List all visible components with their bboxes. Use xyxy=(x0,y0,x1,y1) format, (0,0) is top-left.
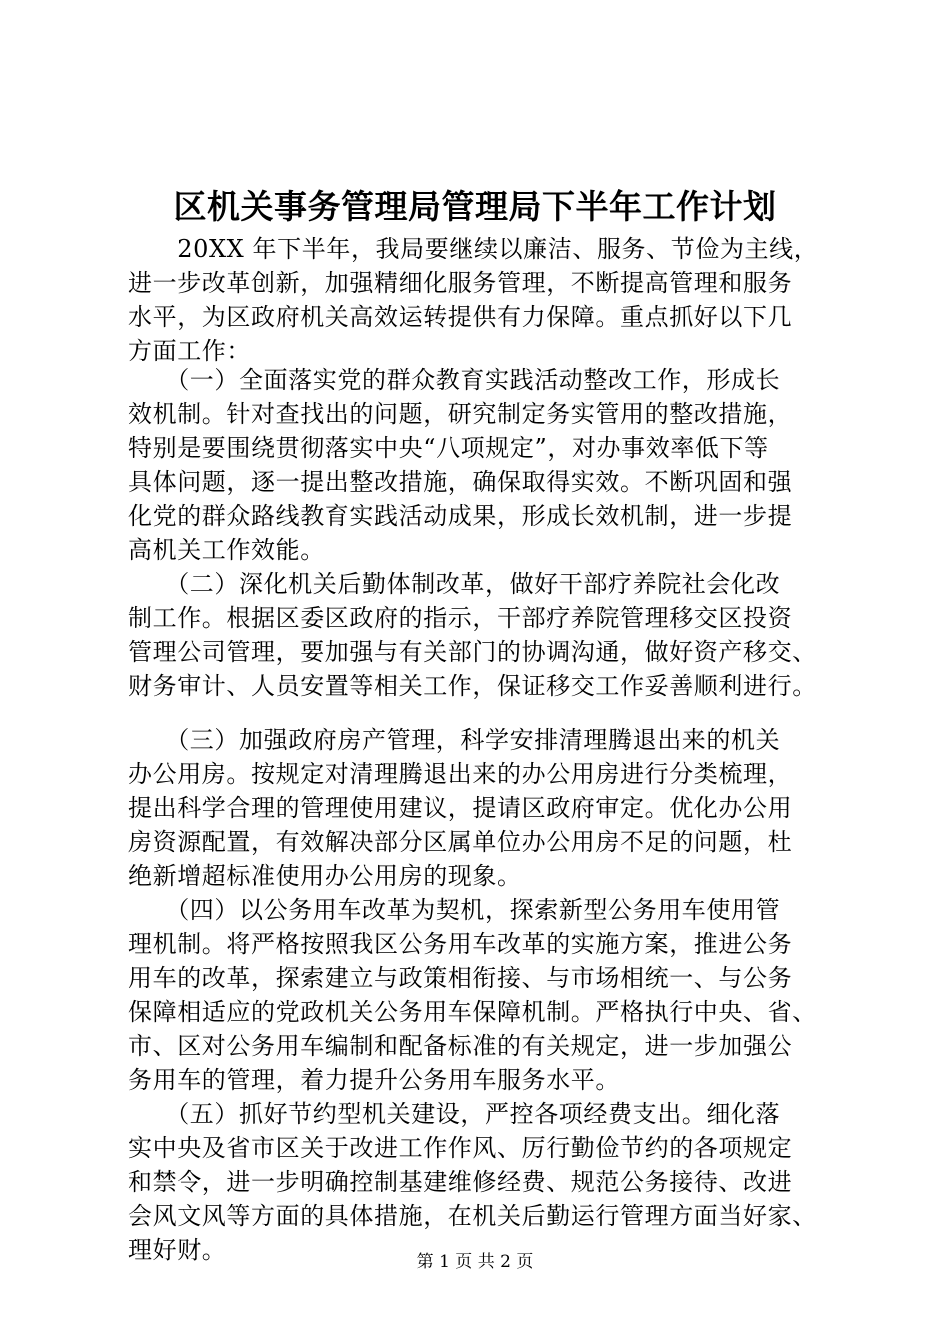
body-line: 制工作。根据区委区政府的指示，干部疗养院管理移交区投资 xyxy=(128,604,793,632)
body-line: 高机关工作效能。 xyxy=(128,536,325,564)
document-title: 区机关事务管理局管理局下半年工作计划 xyxy=(173,187,777,226)
body-line: 实中央及省市区关于改进工作作风、厉行勤俭节约的各项规定 xyxy=(128,1134,793,1162)
body-line: 提出科学合理的管理使用建议，提请区政府审定。优化办公用 xyxy=(128,794,793,822)
body-line: 具体问题，逐一提出整改措施，确保取得实效。不断巩固和强 xyxy=(128,468,793,496)
body-line: 管理公司管理，要加强与有关部门的协调沟通，做好资产移交、 xyxy=(128,638,817,666)
body-line: 理机制。将严格按照我区公务用车改革的实施方案，推进公务 xyxy=(128,930,793,958)
body-line: 化党的群众路线教育实践活动成果，形成长效机制，进一步提 xyxy=(128,502,793,530)
body-line: 效机制。针对查找出的问题，研究制定务实管用的整改措施， xyxy=(128,400,793,428)
body-line: 务用车的管理，着力提升公务用车服务水平。 xyxy=(128,1066,620,1094)
body-line: 办公用房。按规定对清理腾退出来的办公用房进行分类梳理， xyxy=(128,760,793,788)
page-footer: 第 1 页 共 2 页 xyxy=(416,1252,534,1272)
body-line: 20XX 年下半年，我局要继续以廉洁、服务、节俭为主线， xyxy=(128,235,819,263)
body-line: 理好财。 xyxy=(128,1236,227,1264)
body-line: 会风文风等方面的具体措施，在机关后勤运行管理方面当好家、 xyxy=(128,1202,817,1230)
body-line: （二）深化机关后勤体制改革，做好干部疗养院社会化改 xyxy=(128,570,781,598)
body-line: 保障相适应的党政机关公务用车保障机制。严格执行中央、省、 xyxy=(128,998,817,1026)
body-line: （三）加强政府房产管理，科学安排清理腾退出来的机关 xyxy=(128,726,781,754)
body-line: 绝新增超标准使用办公用房的现象。 xyxy=(128,862,522,890)
body-line: 财务审计、人员安置等相关工作，保证移交工作妥善顺利进行。 xyxy=(128,672,817,700)
body-line: 方面工作： xyxy=(128,337,251,365)
body-line: 房资源配置，有效解决部分区属单位办公用房不足的问题，杜 xyxy=(128,828,793,856)
body-line: 特别是要围绕贯彻落实中央“八项规定”，对办事效率低下等 xyxy=(128,434,769,462)
body-line: 进一步改革创新，加强精细化服务管理，不断提高管理和服务 xyxy=(128,269,793,297)
body-line: 市、区对公务用车编制和配备标准的有关规定，进一步加强公 xyxy=(128,1032,793,1060)
body-line: 和禁令，进一步明确控制基建维修经费、规范公务接待、改进 xyxy=(128,1168,793,1196)
body-line: （五）抓好节约型机关建设，严控各项经费支出。细化落 xyxy=(128,1100,781,1128)
body-line: 用车的改革，探索建立与政策相衔接、与市场相统一、与公务 xyxy=(128,964,793,992)
body-line: 水平，为区政府机关高效运转提供有力保障。重点抓好以下几 xyxy=(128,303,793,331)
body-line: （一）全面落实党的群众教育实践活动整改工作，形成长 xyxy=(128,366,781,394)
body-line: （四）以公务用车改革为契机，探索新型公务用车使用管 xyxy=(128,896,781,924)
